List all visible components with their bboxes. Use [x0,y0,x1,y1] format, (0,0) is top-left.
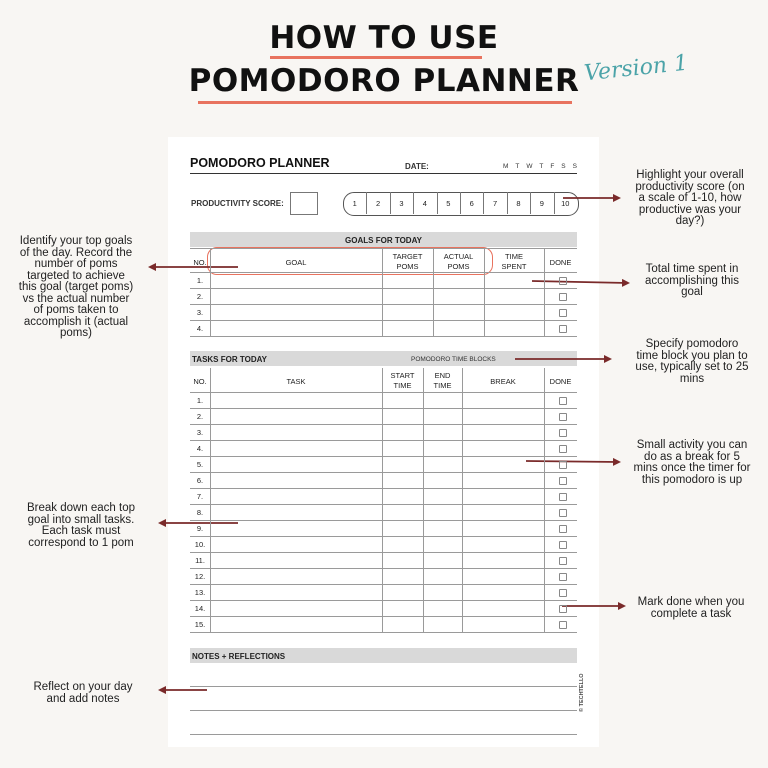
day-label: T [539,163,544,170]
task-row-number: 14. [194,604,206,613]
day-label: S [561,163,566,170]
goals-col-target: TARGET POMS [392,252,423,271]
goal-row-number: 1. [196,276,204,285]
task-done-checkbox[interactable] [559,429,567,437]
grid-line [462,368,463,632]
grid-line [190,632,577,633]
task-row-number: 4. [196,444,204,453]
goals-col-goal: GOAL [285,258,307,267]
scale-number[interactable]: 5 [446,199,451,208]
task-row-number: 5. [196,460,204,469]
scale-number[interactable]: 7 [493,199,498,208]
grid-line [190,248,577,249]
planner-title: POMODORO PLANNER [190,156,330,170]
grid-line [210,248,211,336]
scale-number[interactable]: 10 [561,199,570,208]
task-done-checkbox[interactable] [559,605,567,613]
grid-line [433,248,434,336]
goal-row-number: 2. [196,292,204,301]
productivity-label: PRODUCTIVITY SCORE: [191,199,284,208]
task-row-number: 8. [196,508,204,517]
grid-line [190,552,577,553]
scale-divider [413,192,414,214]
tasks-col-no: NO. [193,377,207,386]
version-label: Version 1 [582,50,690,87]
grid-line [190,600,577,601]
annotation-break: Small activity you can do as a break for 5 mins once the timer for this pomodoro is up [633,439,751,486]
task-done-checkbox[interactable] [559,557,567,565]
grid-line [190,320,577,321]
grid-line [190,272,577,273]
goal-row-number: 4. [196,324,204,333]
grid-line [210,368,211,632]
task-row-number: 6. [196,476,204,485]
goal-done-checkbox[interactable] [559,277,567,285]
scale-divider [483,192,484,214]
annotation-notes: Reflect on your day and add notes [33,681,133,705]
day-label: T [515,163,520,170]
task-done-checkbox[interactable] [559,461,567,469]
scale-divider [530,192,531,214]
task-done-checkbox[interactable] [559,493,567,501]
grid-line [190,520,577,521]
goals-col-actual: ACTUAL POMS [443,252,474,271]
task-done-checkbox[interactable] [559,541,567,549]
grid-line [190,288,577,289]
task-row-number: 10. [194,540,206,549]
task-row-number: 13. [194,588,206,597]
scale-number[interactable]: 3 [399,199,404,208]
annotation-productivity: Highlight your overall productivity score (on a scale of 1-10, how productive was your day?) [635,169,745,227]
scale-number[interactable]: 2 [376,199,381,208]
task-row-number: 12. [194,572,206,581]
tasks-col-task: TASK [286,377,306,386]
grid-line [423,368,424,632]
heading-line1: HOW TO USE [269,20,499,56]
goal-done-checkbox[interactable] [559,293,567,301]
grid-line [190,488,577,489]
goals-col-no: NO. [193,258,207,267]
grid-line [190,440,577,441]
grid-line [190,456,577,457]
goal-done-checkbox[interactable] [559,309,567,317]
task-row-number: 2. [196,412,204,421]
task-done-checkbox[interactable] [559,589,567,597]
arrow-time-spent [532,281,628,283]
tasks-col-end: END TIME [433,371,452,390]
goal-done-checkbox[interactable] [559,325,567,333]
grid-line [190,616,577,617]
notes-header: NOTES + REFLECTIONS [192,652,286,661]
day-label: M [503,163,509,170]
goal-row-number: 3. [196,308,204,317]
grid-line [190,304,577,305]
grid-line [544,368,545,632]
grid-line [190,568,577,569]
task-done-checkbox[interactable] [559,413,567,421]
goals-col-time: TIME SPENT [501,252,527,271]
heading-line2: POMODORO PLANNER [188,63,580,99]
task-row-number: 15. [194,620,206,629]
task-done-checkbox[interactable] [559,509,567,517]
scale-divider [366,192,367,214]
scale-number[interactable]: 9 [539,199,544,208]
grid-line [190,584,577,585]
grid-line [544,248,545,336]
scale-number[interactable]: 8 [516,199,521,208]
task-row-number: 9. [196,524,204,533]
grid-line [190,504,577,505]
grid-line [382,368,383,632]
task-row-number: 3. [196,428,204,437]
annotation-done: Mark done when you complete a task [637,596,745,620]
scale-number[interactable]: 6 [469,199,474,208]
tasks-col-done: DONE [549,377,572,386]
task-done-checkbox[interactable] [559,525,567,533]
scale-number[interactable]: 1 [352,199,357,208]
day-label: W [526,163,533,170]
tasks-col-break: BREAK [490,377,516,386]
annotation-time-spent: Total time spent in accomplishing this goal [645,263,739,298]
grid-line [190,536,577,537]
task-done-checkbox[interactable] [559,477,567,485]
copyright-label: © TECHTELLO [579,673,585,712]
grid-line [190,336,577,337]
task-row-number: 7. [196,492,204,501]
scale-divider [437,192,438,214]
date-label: DATE: [405,162,429,171]
arrow-break [526,461,619,462]
scale-divider [460,192,461,214]
day-label: S [572,163,577,170]
grid-line [190,424,577,425]
task-done-checkbox[interactable] [559,573,567,581]
goals-header: GOALS FOR TODAY [345,236,422,245]
scale-divider [507,192,508,214]
grid-line [190,408,577,409]
grid-line [190,392,577,393]
task-done-checkbox[interactable] [559,621,567,629]
scale-number[interactable]: 4 [422,199,427,208]
day-label: F [550,163,555,170]
time-blocks-label: POMODORO TIME BLOCKS [411,356,496,363]
tasks-col-start: START TIME [390,371,415,390]
task-done-checkbox[interactable] [559,445,567,453]
annotation-tasks: Break down each top goal into small tasks. Each task must correspond to 1 pom [26,502,136,549]
scale-divider [390,192,391,214]
grid-line [382,248,383,336]
annotation-time-blocks: Specify pomodoro time block you plan to use, typically set to 25 mins [635,338,749,385]
annotation-goals: Identify your top goals of the day. Record the number of poms targeted to achieve this goal (target poms) vs the actual number of poms taken to accomplish it (actual poms) [18,235,134,339]
tasks-header: TASKS FOR TODAY [192,355,267,364]
goals-col-done: DONE [549,258,572,267]
grid-line [484,248,485,336]
grid-line [190,472,577,473]
task-row-number: 11. [195,556,205,565]
task-row-number: 1. [196,396,204,405]
task-done-checkbox[interactable] [559,397,567,405]
scale-divider [554,192,555,214]
